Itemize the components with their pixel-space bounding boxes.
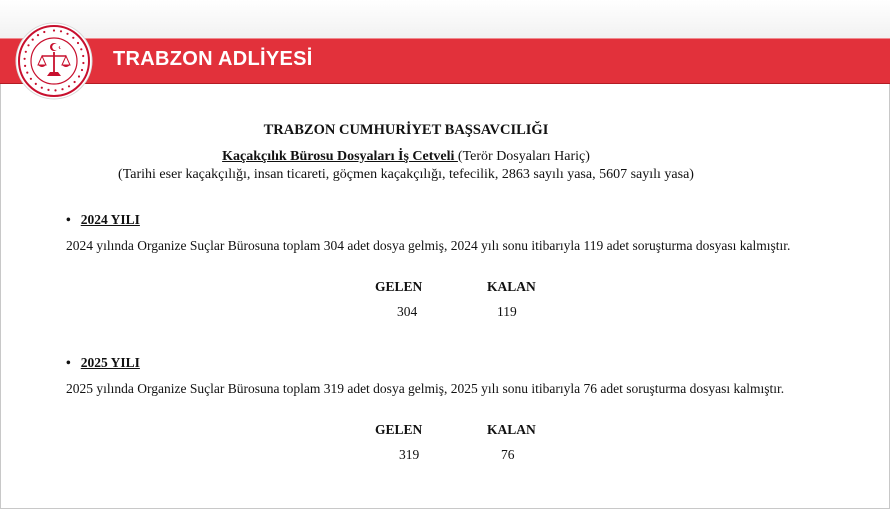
- table-header-gelen: GELEN: [375, 279, 423, 294]
- table-header-kalan: KALAN: [487, 279, 536, 294]
- document-subtitle: [0, 149, 812, 165]
- table-value-kalan: 76: [501, 447, 515, 462]
- document-title: TRABZON CUMHURİYET BAŞSAVCILIĞI: [263, 122, 549, 138]
- section-heading-2025: [66, 355, 140, 371]
- document-scope-note: (Tarihi eser kaçakçılığı, insan ticareti, göçmen kaçakçılığı, tefecilik, 2863 sayılı yasa, 5607 sayılı yasa): [118, 167, 694, 182]
- section-paragraph-2024: 2024 yılında Organize Suçlar Bürosuna toplam 304 adet dosya gelmiş, 2024 yılı sonu itibarıyla 119 adet soruşturma dosyası kalmıştır.: [66, 238, 791, 253]
- year-label: 2025 YILI: [80, 355, 140, 370]
- ministry-of-justice-seal-icon: [14, 21, 94, 101]
- table-value-gelen: 319: [399, 447, 420, 462]
- subtitle-suffix: (Terör Dosyaları Hariç): [457, 149, 590, 164]
- table-header-kalan: KALAN: [487, 422, 536, 437]
- table-value-kalan: 119: [497, 304, 517, 319]
- bullet: •: [66, 355, 71, 370]
- section-paragraph-2025: 2025 yılında Organize Suçlar Bürosuna toplam 319 adet dosya gelmiş, 2025 yılı sonu itibarıyla 76 adet soruşturma dosyası kalmıştır.: [66, 381, 785, 396]
- year-label: 2024 YILI: [80, 212, 140, 227]
- page-title: TRABZON ADLİYESİ: [113, 48, 313, 70]
- section-heading-2024: [66, 212, 140, 228]
- header-background: [0, 0, 890, 40]
- subtitle-main: Kaçakçılık Bürosu Dosyaları İş Cetveli: [222, 149, 458, 164]
- bullet: •: [66, 212, 71, 227]
- table-value-gelen: 304: [397, 304, 418, 319]
- table-header-gelen: GELEN: [375, 422, 423, 437]
